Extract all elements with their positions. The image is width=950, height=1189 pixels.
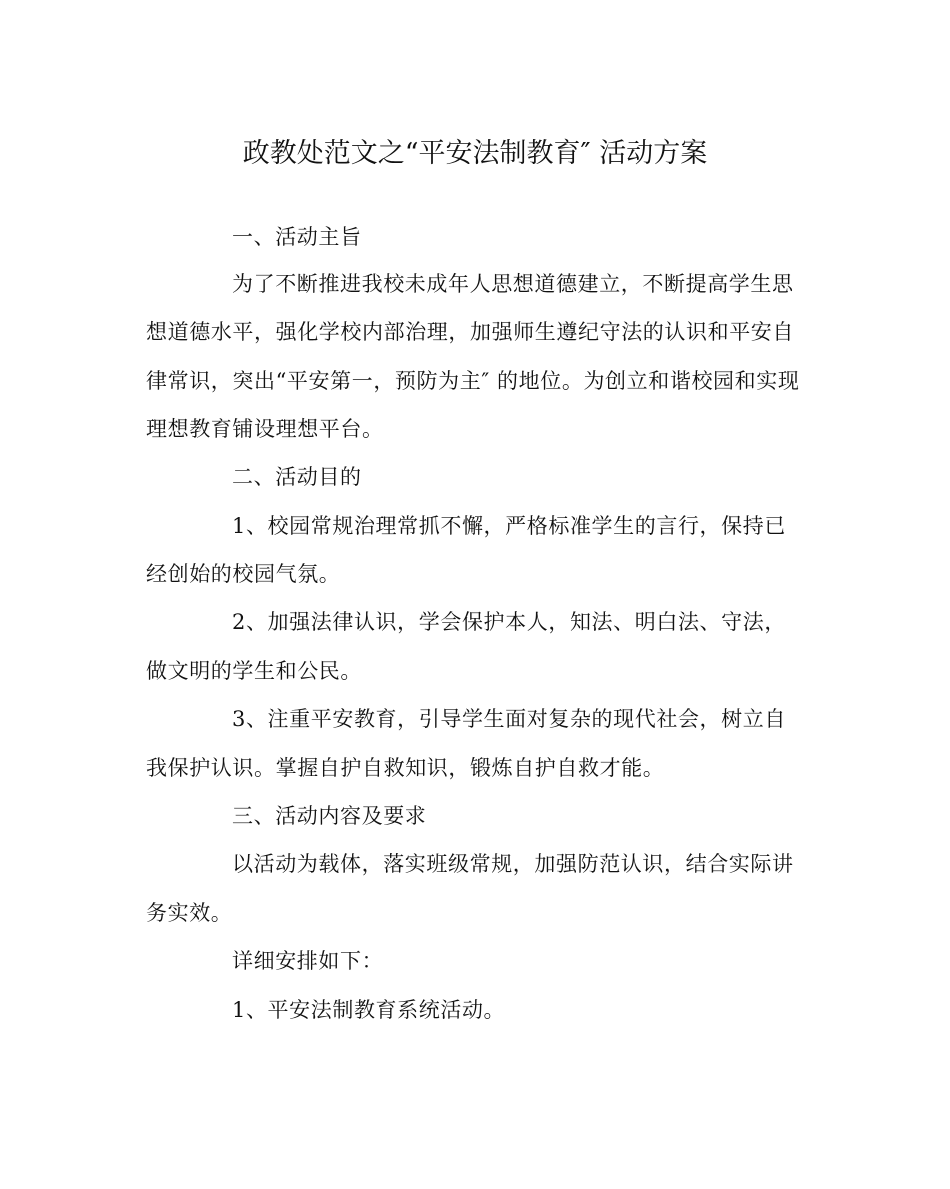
paragraph-line: 1、平安法制教育系统活动。 [232, 998, 506, 1022]
paragraph-line: 做文明的学生和公民。 [146, 659, 362, 683]
paragraph-line: 详细安排如下： [232, 949, 384, 973]
paragraph-line: 想道德水平，强化学校内部治理，加强师生遵纪守法的认识和平安自 [146, 320, 794, 344]
paragraph-line: 为了不断推进我校未成年人思想道德建立，不断提高学生思 [232, 272, 794, 296]
paragraph-line: 以活动为载体，落实班级常规，加强防范认识，结合实际讲 [232, 852, 794, 876]
paragraph-line: 我保护认识。掌握自护自救知识，锻炼自护自救才能。 [146, 756, 665, 780]
paragraph-line: 经创始的校园气氛。 [146, 562, 341, 586]
paragraph-line: 3、注重平安教育，引导学生面对复杂的现代社会，树立自 [232, 707, 786, 731]
section-heading-purpose: 一、活动主旨 [232, 225, 362, 249]
section-heading-content: 三、活动内容及要求 [232, 804, 427, 828]
paragraph-line: 2、加强法律认识，学会保护本人，知法、明白法、守法， [232, 610, 786, 634]
paragraph-line: 1、校园常规治理常抓不懈，严格标准学生的言行，保持已 [232, 514, 786, 538]
section-heading-goals: 二、活动目的 [232, 465, 362, 489]
paragraph-line: 律常识，突出“平安第一，预防为主″ 的地位。为创立和谐校园和实现 [146, 369, 800, 393]
paragraph-line: 理想教育铺设理想平台。 [146, 417, 384, 441]
document-title: 政教处范文之“平安法制教育″ 活动方案 [242, 138, 708, 169]
paragraph-line: 务实效。 [146, 901, 233, 925]
